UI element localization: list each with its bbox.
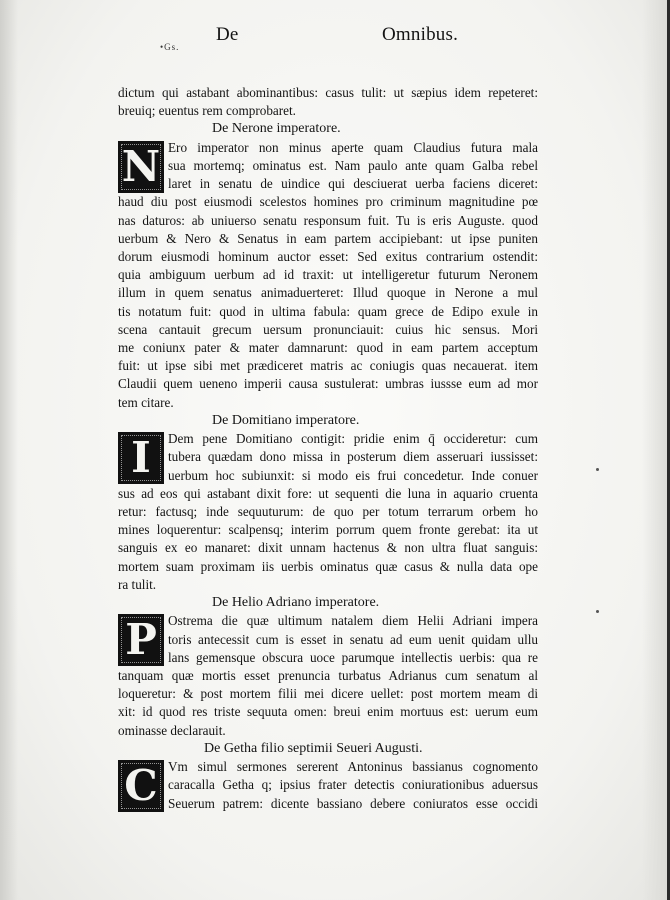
- text-line: mortem suam proximam iis uerbis ominatus quæ casus & nulla data ope: [118, 558, 538, 574]
- text-line: breuiq; euentus rem comprobaret.: [118, 103, 296, 119]
- section-heading-geta: De Getha filio septimii Seueri Augusti.: [204, 740, 423, 756]
- text-line: me coniunx pater & mater damnarunt: quod in eam partem acceptum: [118, 339, 538, 355]
- text-line: nas daturos: ab uniuerso senatu responsum fuit. Tu is eris Auguste. quod: [118, 212, 538, 228]
- section-nero: [118, 139, 538, 412]
- section-heading-helius-hadrian: De Helio Adriano imperatore.: [212, 594, 380, 610]
- text-line: Dem pene Domitiano contigit: pridie enim q̄ occideretur: cum: [168, 431, 538, 447]
- text-line: illum in quem senatus animaduerteret: Illud quoque in Nerone a mul: [118, 285, 538, 301]
- text-line: quia ambiguum uerbum ad id traxit: ut intelligeretur futurum Neronem: [118, 267, 538, 283]
- paper-speck: [596, 610, 599, 613]
- text-line: Seuerum patrem: dicente bassiano debere coniuratos esse occidi: [168, 795, 538, 811]
- text-line: dictum qui astabant abominantibus: casus tulit: ut sæpius idem repeteret:: [118, 85, 538, 100]
- text-block: [118, 84, 538, 813]
- text-line: tem citare.: [118, 394, 174, 410]
- text-line: mines loquerentur: scalpensq; interim porrum quem fronte gerebat: ita ut: [118, 522, 538, 538]
- text-line: Ostrema die quæ ultimum natalem diem Helii Adriani impera: [168, 613, 538, 629]
- text-line: toris antecessit cum is esset in senatu ad eum uenit quidam ullu: [168, 631, 538, 647]
- text-line: fuit: ut ipse sibi met prædiceret matris ac coniugis quas necauerat. item: [118, 358, 538, 374]
- text-line: xit: id quod res triste sequuta omen: breui enim mortuus est: uerum eum: [118, 704, 538, 720]
- decorated-initial-i: I: [118, 432, 164, 484]
- section-helius-hadrian: [118, 612, 538, 739]
- page-right-edge: [642, 0, 670, 900]
- text-line: sua mortemq; ominatus est. Nam paulo ante quam Galba rebel: [168, 158, 538, 174]
- text-line: uerbum hoc subiunxit: si modo eis frui concedetur. Inde conuer: [168, 467, 538, 483]
- text-line: tubera quædam dono missa in posterum diem asseruari iussisset:: [168, 449, 538, 465]
- decorated-initial-p: P: [118, 614, 164, 666]
- text-line: ra tulit.: [118, 576, 157, 592]
- text-line: tanquam quæ mortis esset prenuncia turbatus Adrianus cum senatum al: [118, 667, 538, 683]
- text-line: ominasse declarauit.: [118, 722, 226, 738]
- text-line: lans gemensque obscura uoce parumque intellectis uerbis: qua re: [168, 649, 538, 665]
- text-line: retur: factusq; inde sequuturum: de quo per totum terrarum orbem ho: [118, 503, 538, 519]
- text-line: haud diu post eiusmodi scelestos homines pro criminum magnitudine pœ: [118, 194, 538, 210]
- section-heading-nero: De Nerone imperatore.: [212, 121, 341, 137]
- text-line: sanguis ex eo manaret: dixit unnam hactenus & non ultra fluat sanguis:: [118, 540, 538, 556]
- text-line: Vm simul sermones sererent Antoninus bassianus cognomento: [168, 759, 538, 775]
- page-left-shadow: [0, 0, 18, 900]
- decorated-initial-c: C: [118, 760, 164, 812]
- section-geta: [118, 758, 538, 813]
- text-line: Ero imperator non minus aperte quam Claudius futura mala: [168, 139, 538, 155]
- text-line: laret in senatu de uindice qui desciuerat uerba faciens diceret:: [168, 176, 538, 192]
- text-line: scena cantauit grecum uersum pronunciauit: cuius hic sensus. Mori: [118, 321, 538, 337]
- text-line: sus ad eos qui astabant dixit fore: ut sequenti die luna in aquario cruenta: [118, 485, 538, 501]
- running-head-right: Omnibus.: [382, 24, 459, 45]
- text-line: uerbum & Nero & Senatus in eam partem accipiebant: ut ipse puniten: [118, 230, 538, 246]
- text-line: loqueretur: & post mortem filii mei dicere uellet: post mortem meam di: [118, 686, 538, 702]
- text-line: tis notatum fuit: quod in ultima fabula: quam grece de Edipo exule in: [118, 303, 538, 319]
- running-head-left: De: [216, 24, 239, 45]
- text-line: caracalla Getha q; ipsius frater detectis coniurationibus aduersus: [168, 777, 538, 793]
- text-line: dorum eiusmodi hominum auctor esset: Sed exitus contrarium ostendit:: [118, 249, 538, 264]
- decorated-initial-n: N: [118, 141, 164, 193]
- text-line: Claudii quem ueneno imperii causa sustulerat: umbras iussse eum ad mor: [118, 376, 538, 392]
- paper-speck: [596, 468, 599, 471]
- section-heading-domitian: De Domitiano imperatore.: [212, 412, 360, 428]
- section-domitian: [118, 430, 538, 594]
- signature-mark: •Gs.: [160, 42, 180, 52]
